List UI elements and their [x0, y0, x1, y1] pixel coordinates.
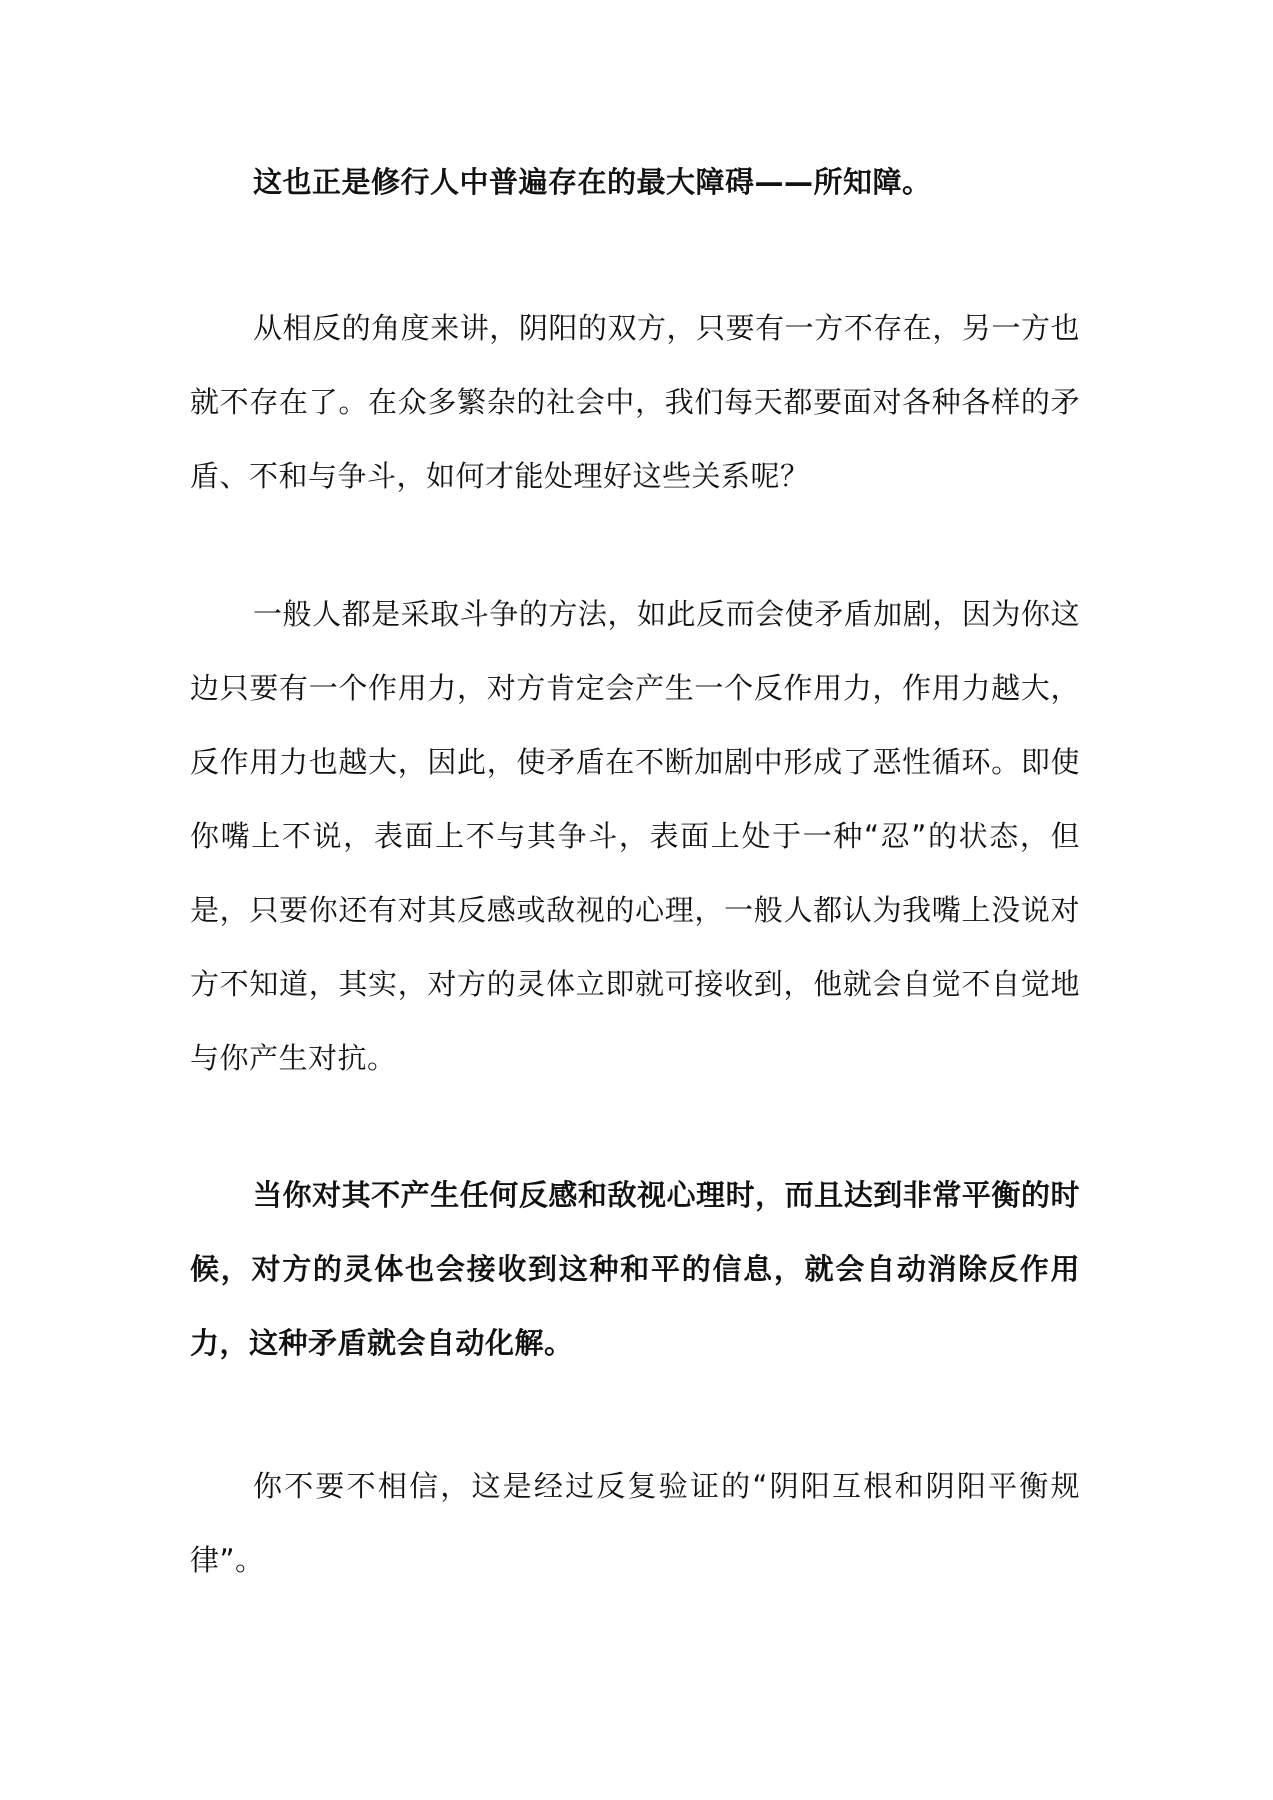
paragraph-5: 你不要不相信，这是经过反复验证的“阴阳互根和阴阳平衡规律”。	[190, 1469, 1080, 1577]
paragraph-2: 从相反的角度来讲，阴阳的双方，只要有一方不存在，另一方也就不存在了。在众多繁杂的社会中，我们每天都要面对各种各样的矛盾、不和与争斗，如何才能处理好这些关系呢？	[190, 311, 1080, 493]
paragraph-4-bold-statement: 当你对其不产生任何反感和敌视心理时，而且达到非常平衡的时候，对方的灵体也会接收到这种和平的信息，就会自动消除反作用力，这种矛盾就会自动化解。	[190, 1178, 1080, 1360]
paragraph-3: 一般人都是采取斗争的方法，如此反而会使矛盾加剧，因为你这边只要有一个作用力，对方肯定会产生一个反作用力，作用力越大，反作用力也越大，因此，使矛盾在不断加剧中形成了恶性循环。即使你嘴上不说，表面上不与其争斗，表面上处于一种“忍”的状态，但是，只要你还有对其反感或敌视的心理，一般人都认为我嘴上没说对方不知道，其实，对方的灵体立即就可接收到，他就会自觉不自觉地与你产生对抗。	[190, 597, 1080, 1075]
paragraph-1-bold-statement: 这也正是修行人中普遍存在的最大障碍——所知障。	[253, 165, 932, 199]
